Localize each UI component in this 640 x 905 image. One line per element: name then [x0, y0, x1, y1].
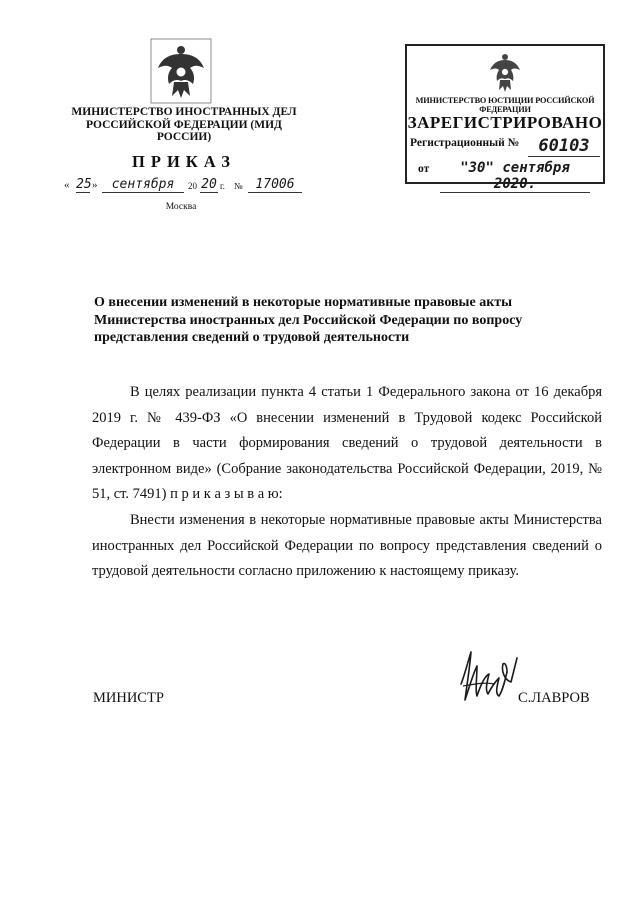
signer-position: МИНИСТР — [93, 690, 164, 706]
stamp-date-prefix: от — [418, 163, 430, 175]
stamp-registration-label: Регистрационный № — [410, 137, 520, 149]
signer-name: С.ЛАВРОВ — [518, 690, 590, 706]
stamp-status: ЗАРЕГИСТРИРОВАНО — [407, 113, 603, 132]
order-city: Москва — [165, 202, 197, 212]
russian-eagle-emblem-icon — [485, 49, 525, 95]
handwritten-signature — [455, 644, 525, 714]
russian-eagle-emblem-icon — [150, 38, 212, 104]
order-date-month: сентября — [102, 177, 184, 193]
body-paragraph-1: В целях реализации пункта 4 статьи 1 Федерального закона от 16 декабря 2019 г. № 439-ФЗ «О внесении изменений в Трудовой кодекс Российской Федерации в части формирования сведений о трудовой деятельности в электронном виде» (Собрание законодательства Российской Федерации, 2019, № 51, ст. 7491) п р и к а з ы в а ю: — [92, 384, 602, 503]
stamp-registration-number: 60103 — [528, 136, 600, 157]
document-type-title: ПРИКАЗ — [132, 152, 236, 171]
order-subject: О внесении изменений в некоторые нормативные правовые акты Министерства иностранных дел Российской Федерации по вопросу представления сведений о трудовой деятельности — [94, 295, 523, 345]
order-year-suffix: г. — [220, 181, 225, 191]
order-number-label: № — [234, 181, 243, 191]
order-date-day: 25 — [76, 177, 92, 192]
order-date-year: 20 — [201, 177, 217, 192]
stamp-registration-date: "30" сентября 2020. — [440, 160, 590, 193]
order-number: 17006 — [248, 177, 302, 193]
stamp-ministry: МИНИСТЕРСТВО ЮСТИЦИИ РОССИЙСКОЙ ФЕДЕРАЦИИ — [415, 96, 595, 114]
body-paragraph-2: Внести изменения в некоторые нормативные правовые акты Министерства иностранных дел Российской Федерации по вопросу представления сведений о трудовой деятельности согласно приложению к настоящему приказу. — [92, 512, 602, 580]
order-date-number-line: « 25 » сентября 20 20 г. № 17006 — [64, 177, 304, 195]
order-year-prefix: 20 — [188, 181, 197, 191]
ministry-name: МИНИСТЕРСТВО ИНОСТРАННЫХ ДЕЛ РОССИЙСКОЙ ФЕДЕРАЦИИ (МИД РОССИИ) — [71, 106, 297, 143]
